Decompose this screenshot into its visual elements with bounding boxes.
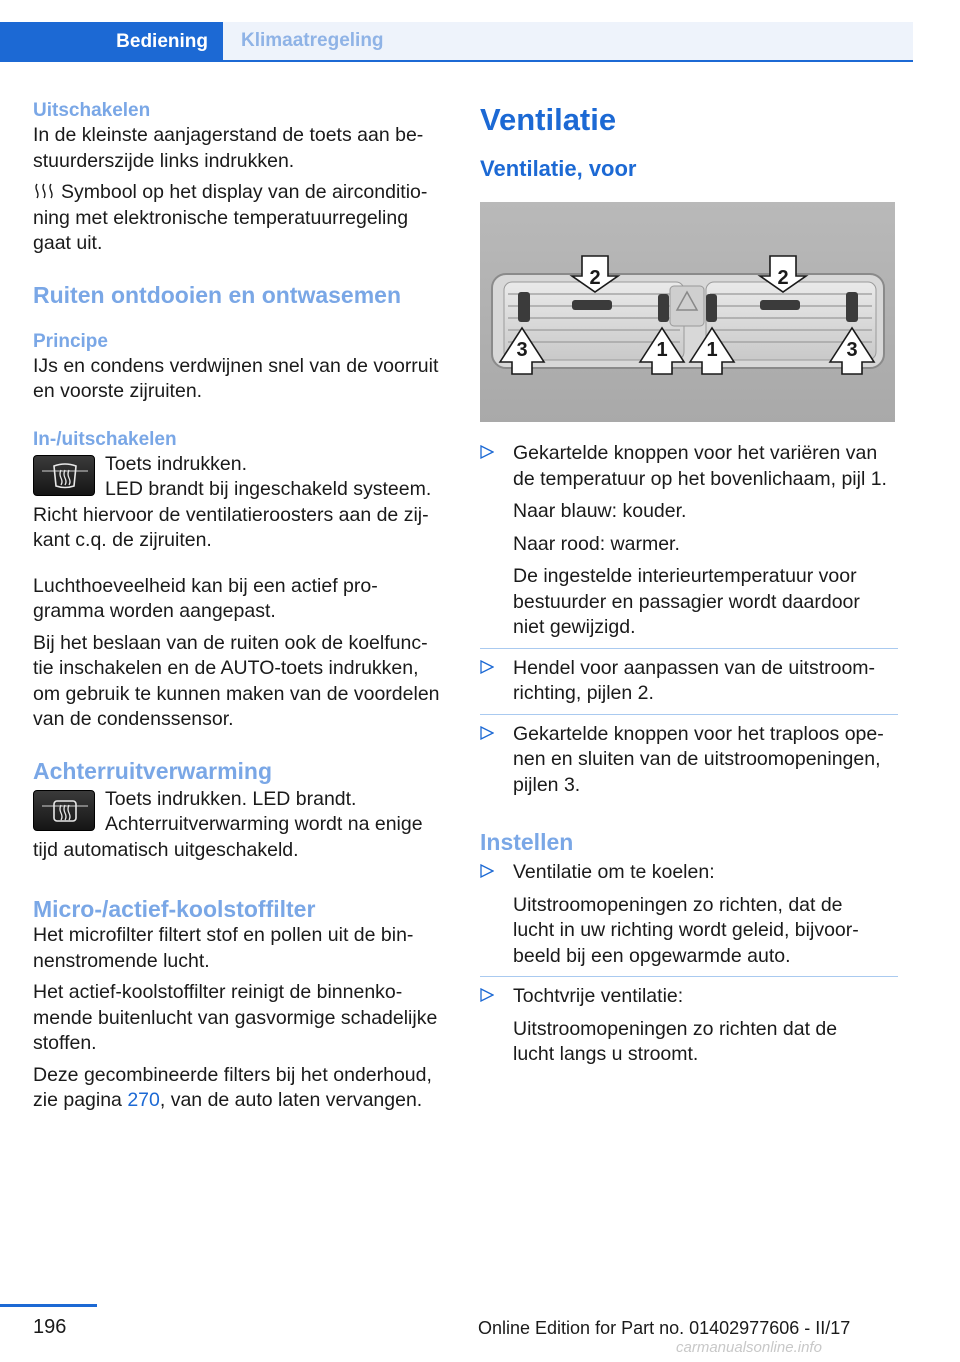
list-item bbox=[480, 656, 898, 707]
paragraph-line: stuurderszijde links indrukken. bbox=[33, 149, 295, 172]
list-item bbox=[480, 860, 898, 969]
paragraph-line: Symbool op het display van de airconditio‐ bbox=[61, 181, 428, 203]
bullet-triangle-icon bbox=[480, 988, 494, 1002]
paragraph-line: stoffen. bbox=[33, 1032, 97, 1054]
paragraph-line: Naar rood: warmer. bbox=[513, 532, 680, 555]
rear-defrost-button-image bbox=[33, 790, 95, 831]
principe-heading: Principe bbox=[33, 330, 108, 352]
edition-text: Online Edition for Part no. 01402977606 - II/17 bbox=[478, 1318, 851, 1338]
paragraph-line: Uitstroomopeningen zo richten dat de bbox=[513, 1017, 838, 1040]
callout-label: 1 bbox=[656, 339, 668, 361]
paragraph-line: Naar blauw: kouder. bbox=[513, 500, 687, 522]
paragraph-line: bestuurder en passagier wordt daardoor bbox=[513, 590, 860, 613]
paragraph-line: lucht in uw richting wordt geleid, bijvoor‐ bbox=[513, 919, 859, 941]
text-run: zie pagina bbox=[33, 1089, 128, 1111]
paragraph-line: Luchthoeveelheid kan bij een actief pro‐ bbox=[33, 574, 378, 597]
paragraph-line: Uitstroomopeningen zo richten, dat de bbox=[513, 893, 843, 916]
paragraph-line: Tochtvrije ventilatie: bbox=[513, 985, 684, 1007]
instellen-heading: Instellen bbox=[480, 829, 574, 855]
paragraph-line bbox=[33, 1088, 448, 1114]
bullet-triangle-icon bbox=[480, 445, 494, 459]
bullet-triangle-icon bbox=[480, 726, 494, 740]
callout-label: 2 bbox=[589, 267, 601, 289]
vent-parts-list bbox=[480, 441, 898, 798]
list-divider bbox=[480, 976, 898, 977]
page-link-270[interactable]: 270 bbox=[127, 1089, 160, 1111]
paragraph-line: van de condenssensor. bbox=[33, 708, 234, 730]
callout-label: 3 bbox=[516, 339, 528, 361]
paragraph-line: gramma worden aangepast. bbox=[33, 600, 276, 622]
airflow-symbol-icon bbox=[33, 182, 55, 200]
right-column bbox=[480, 102, 898, 1068]
paragraph-line: pijlen 3. bbox=[513, 773, 581, 796]
paragraph-line: lucht langs u stroomt. bbox=[513, 1043, 699, 1065]
paragraph-line: tijd automatisch uitgeschakeld. bbox=[33, 838, 299, 861]
paragraph-line: LED brandt bij ingeschakeld systeem. bbox=[105, 478, 432, 500]
paragraph-line: IJs en condens verdwijnen snel van de voorruit bbox=[33, 354, 439, 377]
paragraph-line: Toets indrukken. bbox=[105, 452, 247, 475]
micro-filter-heading: Micro-/actief-koolstoffilter bbox=[33, 896, 316, 922]
paragraph-line: Toets indrukken. LED brandt. bbox=[105, 787, 357, 810]
paragraph-line: kant c.q. de zijruiten. bbox=[33, 529, 212, 551]
paragraph-line: de temperatuur op het bovenlichaam, pijl 1. bbox=[513, 467, 887, 490]
paragraph-line: beeld bij een opgewarmde auto. bbox=[513, 944, 791, 967]
paragraph-line: Achterruitverwarming wordt na enige bbox=[105, 813, 423, 835]
paragraph-line: richting, pijlen 2. bbox=[513, 682, 654, 704]
paragraph-line: In de kleinste aanjagerstand de toets aan be‐ bbox=[33, 124, 424, 146]
paragraph-line: nen en sluiten van de uitstroomopeningen, bbox=[513, 748, 881, 770]
ruiten-heading: Ruiten ontdooien en ontwasemen bbox=[33, 281, 402, 308]
text-run: , van de auto laten vervangen. bbox=[159, 1089, 423, 1111]
ventilatie-voor-heading: Ventilatie, voor bbox=[480, 156, 637, 181]
watermark: carmanualsonline.info bbox=[676, 1339, 822, 1356]
bullet-triangle-icon bbox=[480, 660, 494, 674]
page-number: 196 bbox=[33, 1316, 67, 1338]
instellen-list bbox=[480, 860, 898, 1068]
bullet-triangle-icon bbox=[480, 864, 494, 878]
front-vents-figure bbox=[480, 202, 895, 422]
left-column bbox=[33, 98, 448, 1114]
paragraph-line: niet gewijzigd. bbox=[513, 616, 636, 638]
paragraph-line: om gebruik te kunnen maken van de voordelen bbox=[33, 682, 440, 705]
paragraph-line: Het actief-koolstoffilter reinigt de binnenko‐ bbox=[33, 981, 403, 1003]
paragraph-line: De ingestelde interieurtemperatuur voor bbox=[513, 565, 857, 587]
list-divider bbox=[480, 714, 898, 715]
list-item bbox=[480, 984, 898, 1068]
achterruit-heading: Achterruitverwarming bbox=[33, 757, 273, 784]
symbol-paragraph bbox=[33, 180, 448, 206]
rear-window-defrost-icon bbox=[34, 791, 96, 832]
footer-rule bbox=[0, 1304, 97, 1307]
tab-bediening[interactable]: Bediening bbox=[0, 22, 223, 62]
rear-defrost-button-row bbox=[33, 787, 448, 838]
list-divider bbox=[480, 648, 898, 649]
paragraph-line: nenstromende lucht. bbox=[33, 949, 210, 972]
paragraph-line: Gekartelde knoppen voor het variëren van bbox=[513, 442, 878, 464]
callout-label: 3 bbox=[846, 339, 858, 361]
paragraph-line: gaat uit. bbox=[33, 232, 103, 254]
ventilatie-heading: Ventilatie bbox=[480, 102, 617, 137]
tab-klimaatregeling[interactable]: Klimaatregeling bbox=[223, 22, 913, 62]
paragraph-line: ning met elektronische temperatuurregeling bbox=[33, 206, 409, 229]
windshield-defrost-icon bbox=[34, 456, 96, 497]
defrost-button-row bbox=[33, 452, 448, 503]
paragraph-line: Ventilatie om te koelen: bbox=[513, 861, 715, 883]
list-item bbox=[480, 441, 898, 641]
paragraph-line: Bij het beslaan van de ruiten ook de koelfunc‐ bbox=[33, 631, 428, 654]
paragraph-line: tie inschakelen en de AUTO-toets indrukken, bbox=[33, 657, 419, 679]
paragraph-line: en voorste zijruiten. bbox=[33, 380, 203, 402]
paragraph-line: Deze gecombineerde filters bij het onderhoud, bbox=[33, 1063, 432, 1086]
callout-label: 2 bbox=[777, 267, 789, 289]
paragraph-line: Het microfilter filtert stof en pollen uit de bin‐ bbox=[33, 924, 414, 946]
inuit-heading: In-/uitschakelen bbox=[33, 428, 177, 450]
callout-label: 1 bbox=[706, 339, 718, 361]
paragraph-line: mende buitenlucht van gasvormige schadelijke bbox=[33, 1006, 438, 1029]
paragraph-line: Richt hiervoor de ventilatieroosters aan de zij‐ bbox=[33, 503, 429, 526]
paragraph-line: Gekartelde knoppen voor het traploos ope‐ bbox=[513, 722, 884, 745]
front-defrost-button-image bbox=[33, 455, 95, 496]
uitschakelen-heading: Uitschakelen bbox=[33, 100, 151, 121]
list-item bbox=[480, 722, 898, 799]
paragraph-line: Hendel voor aanpassen van de uitstroom‐ bbox=[513, 656, 876, 679]
chapter-tabs bbox=[0, 22, 895, 62]
